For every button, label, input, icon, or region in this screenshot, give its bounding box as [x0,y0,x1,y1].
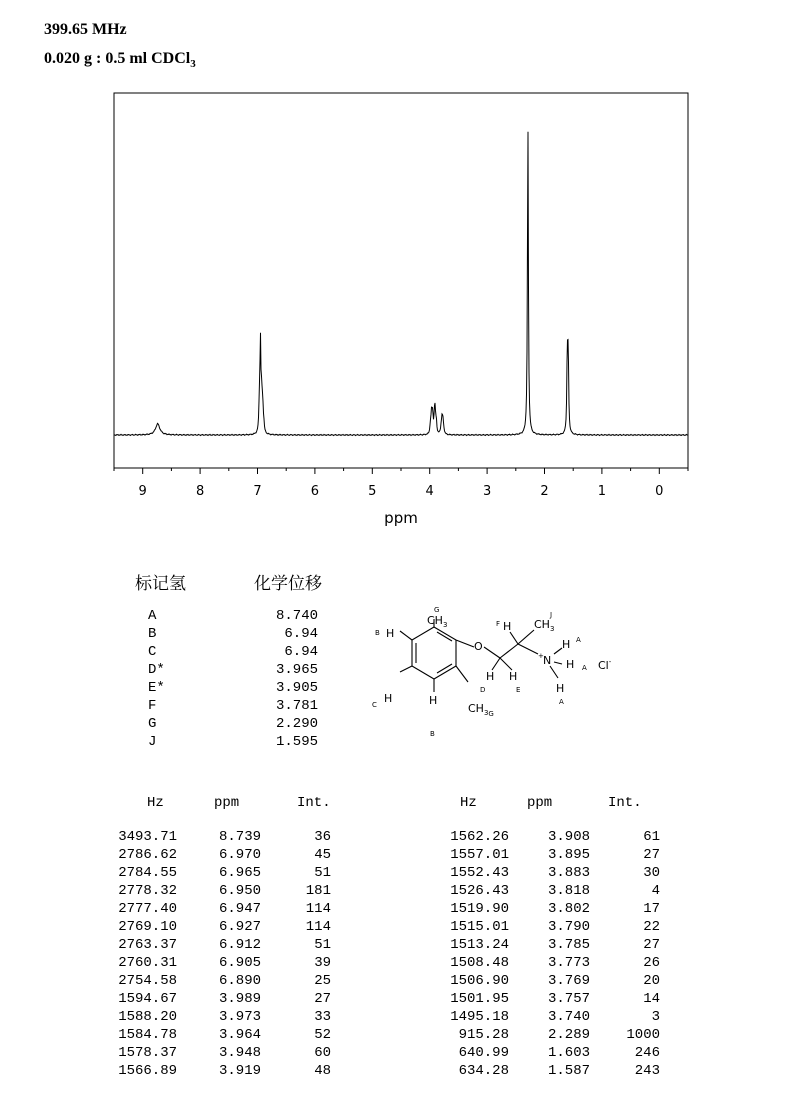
peak-cell-int: 114 [305,901,331,917]
peak-cell-hz: 1526.43 [450,883,509,899]
peak-cell-hz: 3493.71 [118,829,177,845]
nitrogen-atom: N [543,654,552,667]
peak-cell-int: 27 [643,847,660,863]
peak-cell-hz: 1562.26 [450,829,509,845]
peak-cell-hz: 2754.58 [118,973,177,989]
peak-cell-int: 114 [305,919,331,935]
x-axis-tick-labels [139,484,664,499]
assignment-shift: 8.740 [275,608,318,624]
peak-cell-ppm: 6.970 [218,847,261,863]
tick-label: 8 [195,484,205,499]
peak-cell-hz: 2763.37 [118,937,177,953]
tick-label: 6 [310,484,320,499]
assignment-shift: 3.781 [275,698,318,714]
peak-cell-ppm: 3.908 [547,829,590,845]
spectrum-trace [114,132,688,436]
label-a2: A [582,664,587,672]
peak-cell-ppm: 3.802 [547,901,590,917]
peak-cell-int: 17 [643,901,660,917]
ring-h-c: H [384,692,393,705]
peak-cell-ppm: 3.919 [218,1063,261,1079]
peak-cell-hz: 1513.24 [450,937,509,953]
peak-cell-ppm: 3.895 [547,847,590,863]
ch3-top-label: G [434,606,440,614]
peak-cell-int: 60 [314,1045,331,1061]
peak-cell-hz: 2786.62 [118,847,177,863]
peak-cell-ppm: 8.739 [218,829,261,845]
peak-cell-hz: 2778.32 [118,883,177,899]
nmr-spectrum-chart [0,0,794,540]
label-a3: A [559,698,564,706]
label-b-bottom: B [430,730,435,738]
peak-cell-ppm: 6.927 [218,919,261,935]
peak-cell-int: 36 [314,829,331,845]
ch3-j: $CH_3$ [534,618,555,633]
peak-cell-ppm: 1.603 [547,1045,590,1061]
peak-cell-hz: 915.28 [458,1027,509,1043]
peak-cell-int: 45 [314,847,331,863]
h-a1: H [562,638,571,651]
peak-cell-ppm: 3.785 [547,937,590,953]
ring-h-b: H [386,627,395,640]
peak-cell-hz: 1519.90 [450,901,509,917]
label-d: D [480,686,486,694]
peak-cell-hz: 2784.55 [118,865,177,881]
plus-charge: + [538,652,544,660]
peak-cell-hz: 1506.90 [450,973,509,989]
peak-cell-ppm: 6.912 [218,937,261,953]
peak-cell-int: 30 [643,865,660,881]
h-f: H [503,620,512,633]
assignment-shift: 6.94 [284,626,318,642]
peak-cell-ppm: 6.905 [218,955,261,971]
ch3-bottom: $CH_3G$ [468,702,494,718]
peak-cell-hz: 1501.95 [450,991,509,1007]
tick-label: 5 [368,484,377,499]
tick-label: 3 [482,484,492,499]
tick-label: 4 [425,484,434,499]
peak-cell-int: 52 [314,1027,331,1043]
peak-cell-ppm: 3.973 [218,1009,261,1025]
peak-cell-int: 51 [314,937,331,953]
oxygen-atom: O [474,640,483,653]
peak-cell-int: 48 [314,1063,331,1079]
assignment-header-shift: 化学位移 [254,574,322,594]
label-a1: A [576,636,581,644]
peak-cell-int: 20 [643,973,660,989]
peak-cell-hz: 634.28 [458,1063,509,1079]
peak-cell-hz: 1495.18 [450,1009,509,1025]
chloride-ion: Cl- [598,658,612,672]
ch3-j-label: J [550,611,553,619]
peak-col-int-right: Int. [608,795,642,811]
tick-label: 9 [138,484,147,499]
h-a3: H [556,682,565,695]
assignment-label: B [148,626,157,642]
peak-cell-int: 61 [643,829,660,845]
assignment-shift: 2.290 [275,716,318,732]
peak-cell-ppm: 3.989 [218,991,261,1007]
x-axis-label: ppm [384,509,418,527]
sample-text: 0.020 g : 0.5 ml CDCl [44,50,191,67]
peak-cell-ppm: 6.965 [218,865,261,881]
peak-cell-hz: 1594.67 [118,991,177,1007]
peak-cell-ppm: 3.883 [547,865,590,881]
peak-cell-int: 51 [314,865,331,881]
sample-subscript: 3 [190,58,196,71]
peak-cell-ppm: 2.289 [547,1027,590,1043]
peak-cell-hz: 1557.01 [450,847,509,863]
peak-cell-int: 3 [651,1009,660,1025]
peak-cell-int: 243 [634,1063,660,1079]
peak-cell-hz: 1578.37 [118,1045,177,1061]
peak-cell-hz: 1584.78 [118,1027,177,1043]
h-d: H [486,670,495,683]
tick-label: 1 [597,484,607,499]
peak-cell-ppm: 3.773 [547,955,590,971]
peak-cell-int: 181 [305,883,331,899]
tick-label: 0 [655,484,664,499]
assignment-header-label: 标记氢 [135,574,186,594]
assignment-shift: 6.94 [284,644,318,660]
assignment-label: E* [148,680,165,696]
assignment-shift: 3.905 [275,680,318,696]
assignment-label: G [148,716,157,732]
peak-cell-ppm: 3.740 [547,1009,590,1025]
peak-cell-int: 27 [643,937,660,953]
peak-cell-hz: 2777.40 [118,901,177,917]
peak-cell-hz: 640.99 [458,1045,509,1061]
label-f: F [496,620,501,628]
peak-cell-int: 33 [314,1009,331,1025]
assignment-label: J [148,734,157,750]
peak-cell-ppm: 6.890 [218,973,261,989]
label-b: B [375,629,380,637]
peak-cell-ppm: 3.757 [547,991,590,1007]
peak-cell-hz: 2769.10 [118,919,177,935]
peak-cell-ppm: 3.948 [218,1045,261,1061]
peak-cell-hz: 1515.01 [450,919,509,935]
peak-cell-hz: 1588.20 [118,1009,177,1025]
peak-col-hz-right: Hz [460,795,477,811]
plot-frame [114,93,688,468]
label-e: E [516,686,521,694]
ring-h-bottom: H [429,694,438,707]
peak-col-ppm-left: ppm [214,795,240,811]
peak-cell-int: 14 [643,991,660,1007]
peak-cell-hz: 1508.48 [450,955,509,971]
peak-cell-int: 22 [643,919,660,935]
peak-cell-ppm: 3.964 [218,1027,261,1043]
peak-cell-int: 39 [314,955,331,971]
label-c: C [372,701,377,709]
peak-cell-hz: 1566.89 [118,1063,177,1079]
peak-cell-ppm: 1.587 [547,1063,590,1079]
peak-cell-int: 27 [314,991,331,1007]
assignment-label: F [148,698,157,714]
peak-cell-hz: 1552.43 [450,865,509,881]
tick-label: 7 [253,484,262,499]
ch3-top: $CH_3$ [427,614,448,629]
h-e: H [509,670,518,683]
peak-cell-int: 4 [651,883,660,899]
assignment-shift: 1.595 [275,734,318,750]
assignment-label: C [148,644,157,660]
peak-col-int-left: Int. [297,795,331,811]
spectrometer-frequency: 399.65 MHz [44,21,127,38]
peak-cell-ppm: 3.769 [547,973,590,989]
molecule-structure [362,600,622,740]
peak-cell-ppm: 6.950 [218,883,261,899]
peak-cell-int: 246 [634,1045,660,1061]
peak-cell-ppm: 3.790 [547,919,590,935]
peak-cell-int: 1000 [626,1027,660,1043]
peak-cell-hz: 2760.31 [118,955,177,971]
tick-label: 2 [540,484,549,499]
peak-col-hz-left: Hz [147,795,164,811]
peak-cell-ppm: 3.818 [547,883,590,899]
assignment-label: A [148,608,157,624]
x-axis-ticks [114,468,688,474]
peak-cell-int: 26 [643,955,660,971]
assignment-label: D* [148,662,165,678]
assignment-shift: 3.965 [275,662,318,678]
h-a2: H [566,658,575,671]
peak-col-ppm-right: ppm [527,795,553,811]
peak-cell-int: 25 [314,973,331,989]
peak-cell-ppm: 6.947 [218,901,261,917]
